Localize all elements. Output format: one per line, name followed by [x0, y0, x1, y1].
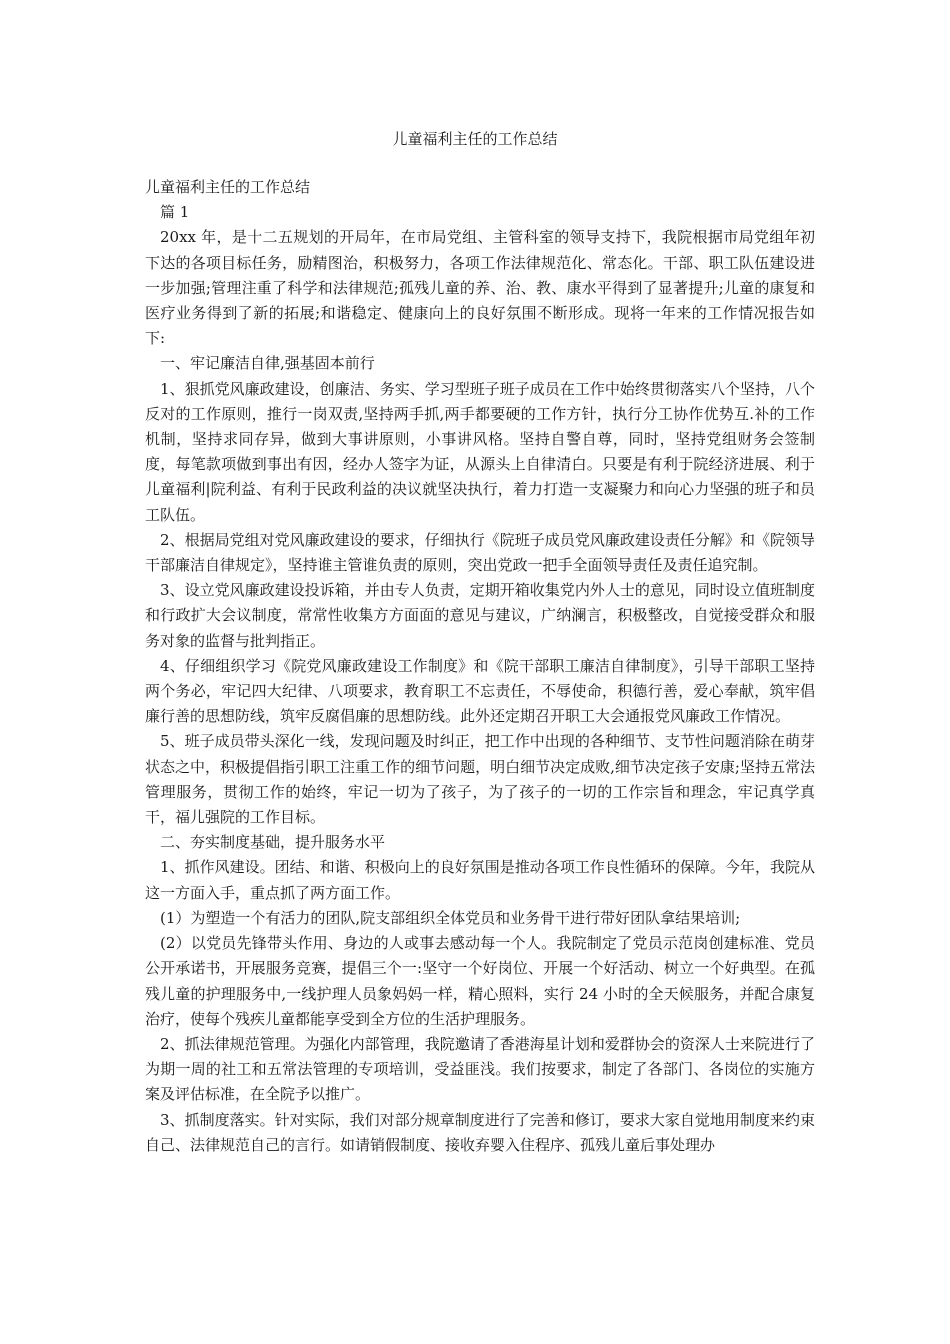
document-subtitle: 儿童福利主任的工作总结 — [145, 178, 311, 196]
paragraph: 20xx 年，是十二五规划的开局年，在市局党组、主管科室的领导支持下，我院根据市局党组年初下达的各项目标任务，励精图治，积极努力，各项工作法律规范化、常态化。干部、职工队伍建设进一步加强;管理注重了科学和法律规范;孤残儿童的养、治、教、康水平得到了显著提升;儿童的康复和医疗业务得到了新的拓展;和谐稳定、健康向上的良好氛围不断形成。现将一年来的工作情况报告如下: — [145, 228, 815, 348]
paragraph: 4、仔细组织学习《院党风廉政建设工作制度》和《院干部职工廉洁自律制度》，引导干部职工坚持两个务必，牢记四大纪律、八项要求，教育职工不忘责任，不辱使命，积德行善，爱心奉献，筑牢倡廉行善的思想防线，筑牢反腐倡廉的思想防线。此外还定期召开职工大会通报党风廉政工作情况。 — [145, 656, 815, 726]
paragraph: 5、班子成员带头深化一线，发现问题及时纠正，把工作中出现的各种细节、支节性问题消除在萌芽状态之中，积极提倡指引职工注重工作的细节问题，明白细节决定成败,细节决定孩子安康;坚持五常法管理服务，贯彻工作的始终，牢记一切为了孩子，为了孩子的一切的工作宗旨和理念，牢记真学真干，福儿强院的工作目标。 — [145, 732, 815, 827]
document-body — [145, 175, 815, 1158]
section-heading: 一、牢记廉洁自律,强基固本前行 — [160, 354, 375, 373]
paragraph: 1、狠抓党风廉政建设，创廉洁、务实、学习型班子班子成员在工作中始终贯彻落实八个坚持，八个反对的工作原则，推行一岗双责,坚持两手抓,两手都要硬的工作方针，执行分工协作优势互.补的工作机制，坚持求同存异，做到大事讲原则，小事讲风格。坚持自警自尊，同时，坚持党组财务会签制度，每笔款项做到事出有因，经办人签字为证，从源头上自律清白。只要是有利于院经济进展、利于儿童福利|院利益、有利于民政利益的决议就坚决执行，着力打造一支凝聚力和向心力坚强的班子和员工队伍。 — [145, 379, 815, 524]
section-heading: 二、夯实制度基础，提升服务水平 — [160, 833, 386, 852]
paragraph: 2、抓法律规范管理。为强化内部管理，我院邀请了香港海星计划和爱群协会的资深人士来院进行了为期一周的社工和五常法管理的专项培训，受益匪浅。我们按要求，制定了各部门、各岗位的实施方案及评估标准，在全院予以推广。 — [145, 1034, 815, 1104]
paragraph: 2、根据局党组对党风廉政建设的要求，仔细执行《院班子成员党风廉政建设责任分解》和《院领导干部廉洁自律规定》，坚持谁主管谁负责的原则，突出党政一把手全面领导责任及责任追究制。 — [145, 530, 815, 575]
paragraph: 3、设立党风廉政建设投诉箱，并由专人负责，定期开箱收集党内外人士的意见，同时设立值班制度和行政扩大会议制度，常常性收集方方面面的意见与建议，广纳澜言，积极整改，自觉接受群众和服务对象的监督与批判指正。 — [145, 581, 815, 650]
paragraph: (1）为塑造一个有活力的团队,院支部组织全体党员和业务骨干进行带好团队拿结果培训; — [160, 908, 741, 927]
section-label: 篇 1 — [160, 203, 190, 222]
paragraph: 3、抓制度落实。针对实际，我们对部分规章制度进行了完善和修订，要求大家自觉地用制度来约束自己、法律规范自己的言行。如请销假制度、接收弃婴入住程序、孤残儿童后事处理办 — [145, 1110, 815, 1154]
paragraph: (2）以党员先锋带头作用、身边的人或事去感动每一个人。我院制定了党员示范岗创建标准、党员公开承诺书，开展服务竞赛，提倡三个一:坚守一个好岗位、开展一个好活动、树立一个好典型。在孤残儿童的护理服务中,一线护理人员象妈妈一样，精心照料，实行 24 小时的全天候服务，并配合康复治疗，使每个残疾儿童都能享受到全方位的生活护理服务。 — [145, 934, 815, 1028]
page-title: 儿童福利主任的工作总结 — [392, 130, 558, 148]
paragraph: 1、抓作风建设。团结、和谐、积极向上的良好氛围是推动各项工作良性循环的保障。今年，我院从这一方面入手，重点抓了两方面工作。 — [145, 858, 815, 902]
